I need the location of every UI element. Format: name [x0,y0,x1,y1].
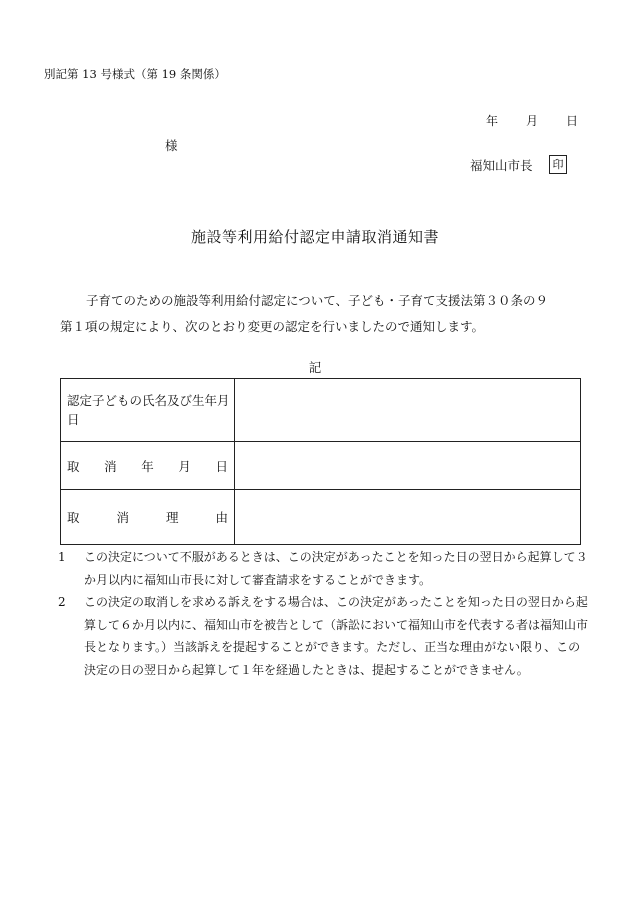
label-char: 日 [215,458,228,474]
document-title: 施設等利用給付認定申請取消通知書 [190,228,439,246]
notice-body-line-1: 子育てのための施設等利用給付認定について、子ども・子育て支援法第３０条の９ [86,293,549,308]
issuer-name: 福知山市長 [470,158,533,173]
label-char: 消 [116,510,129,525]
label-char: 取 [67,458,80,474]
label-char: 消 [104,458,117,474]
label-char: 月 [178,458,191,474]
table-row [61,379,581,442]
date-year-label: 年 [486,114,499,128]
note-item [58,546,588,591]
cancel-date-label [61,442,235,490]
ki-heading: 記 [308,360,322,375]
cancel-reason-label [61,490,235,545]
note-text: この決定について不服があるときは、この決定があったことを知った日の翌日から起算して３か月以内に福知山市長に対して審査請求をすることができます。 [84,550,588,587]
label-char: 由 [215,510,228,525]
form-number: 別記第 13 号様式（第 19 条関係） [44,67,226,81]
note-number: 2 [58,595,66,609]
label-char: 年 [141,458,154,474]
notice-body-line-2: 第１項の規定により、次のとおり変更の認定を行いましたので通知します。 [60,319,485,334]
note-item [58,591,588,681]
cancel-reason-value [235,490,581,545]
table-row [61,442,581,490]
date-month-label: 月 [526,114,539,128]
child-name-birthdate-label: 認定子どもの氏名及び生年月日 [61,379,235,442]
label-char: 取 [67,510,80,525]
note-number: 1 [58,550,66,564]
seal-mark: 印 [549,155,567,174]
notice-body [60,288,585,340]
notes-section [58,546,588,681]
note-text: この決定の取消しを求める訴えをする場合は、この決定があったことを知った日の翌日から起算して６か月以内に、福知山市を被告として（訴訟において福知山市を代表する者は福知山市長となります。）当該訴えを提起することができます。ただし、正当な理由がない限り、この決定の日の翌日から起算して１年を経過したときは、提起することができません。 [84,595,589,677]
date-day-label: 日 [566,114,579,128]
addressee-suffix: 様 [165,138,178,153]
cancel-date-value [235,442,581,490]
child-name-birthdate-value [235,379,581,442]
details-table [60,378,581,545]
label-char: 理 [165,510,179,525]
table-row [61,490,581,545]
